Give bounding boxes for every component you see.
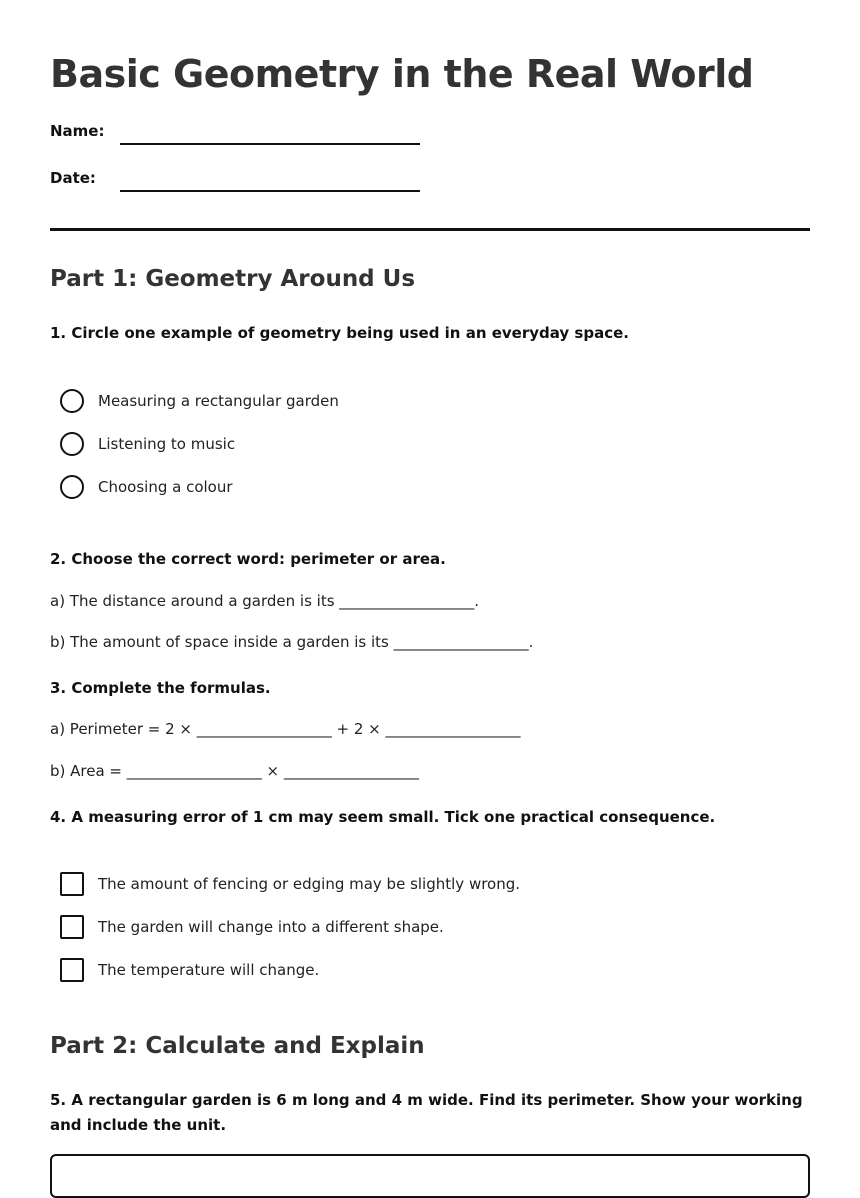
q4-option-3[interactable] [60,957,319,983]
q4-option-label: The garden will change into a different shape. [98,918,444,936]
q4-option-1[interactable] [60,871,520,897]
q2-item-b: b) The amount of space inside a garden is its __________________. [50,633,534,651]
header-divider [50,228,810,231]
question-1: 1. Circle one example of geometry being used in an everyday space. [50,324,629,342]
question-2: 2. Choose the correct word: perimeter or area. [50,550,446,568]
q1-option-label: Choosing a colour [98,478,233,496]
date-field[interactable] [120,190,420,192]
name-label: Name: [50,122,105,140]
q4-option-label: The amount of fencing or edging may be slightly wrong. [98,875,521,893]
q1-option-3[interactable] [60,474,233,500]
name-field[interactable] [120,143,420,145]
q4-option-label: The temperature will change. [98,961,320,979]
q1-option-label: Measuring a rectangular garden [98,392,339,410]
radio-circle-icon[interactable] [60,389,84,413]
q1-option-1[interactable] [60,388,339,414]
question-5: 5. A rectangular garden is 6 m long and 4 m wide. Find its perimeter. Show your working and include the unit. [50,1091,803,1134]
q2-item-a: a) The distance around a garden is its __________________. [50,592,480,610]
radio-circle-icon[interactable] [60,432,84,456]
question-4: 4. A measuring error of 1 cm may seem small. Tick one practical consequence. [50,808,716,826]
question-3: 3. Complete the formulas. [50,679,271,697]
q4-option-2[interactable] [60,914,444,940]
part1-heading: Part 1: Geometry Around Us [50,266,416,292]
date-label: Date: [50,169,96,187]
q1-option-label: Listening to music [98,435,236,453]
q3-item-b: b) Area = __________________ × __________________ [50,762,419,780]
q3-item-a: a) Perimeter = 2 × __________________ + 2 × __________________ [50,720,521,738]
checkbox-icon[interactable] [60,872,84,896]
q1-option-2[interactable] [60,431,235,457]
checkbox-icon[interactable] [60,915,84,939]
page-title: Basic Geometry in the Real World [50,52,754,96]
radio-circle-icon[interactable] [60,475,84,499]
checkbox-icon[interactable] [60,958,84,982]
part2-heading: Part 2: Calculate and Explain [50,1033,425,1059]
